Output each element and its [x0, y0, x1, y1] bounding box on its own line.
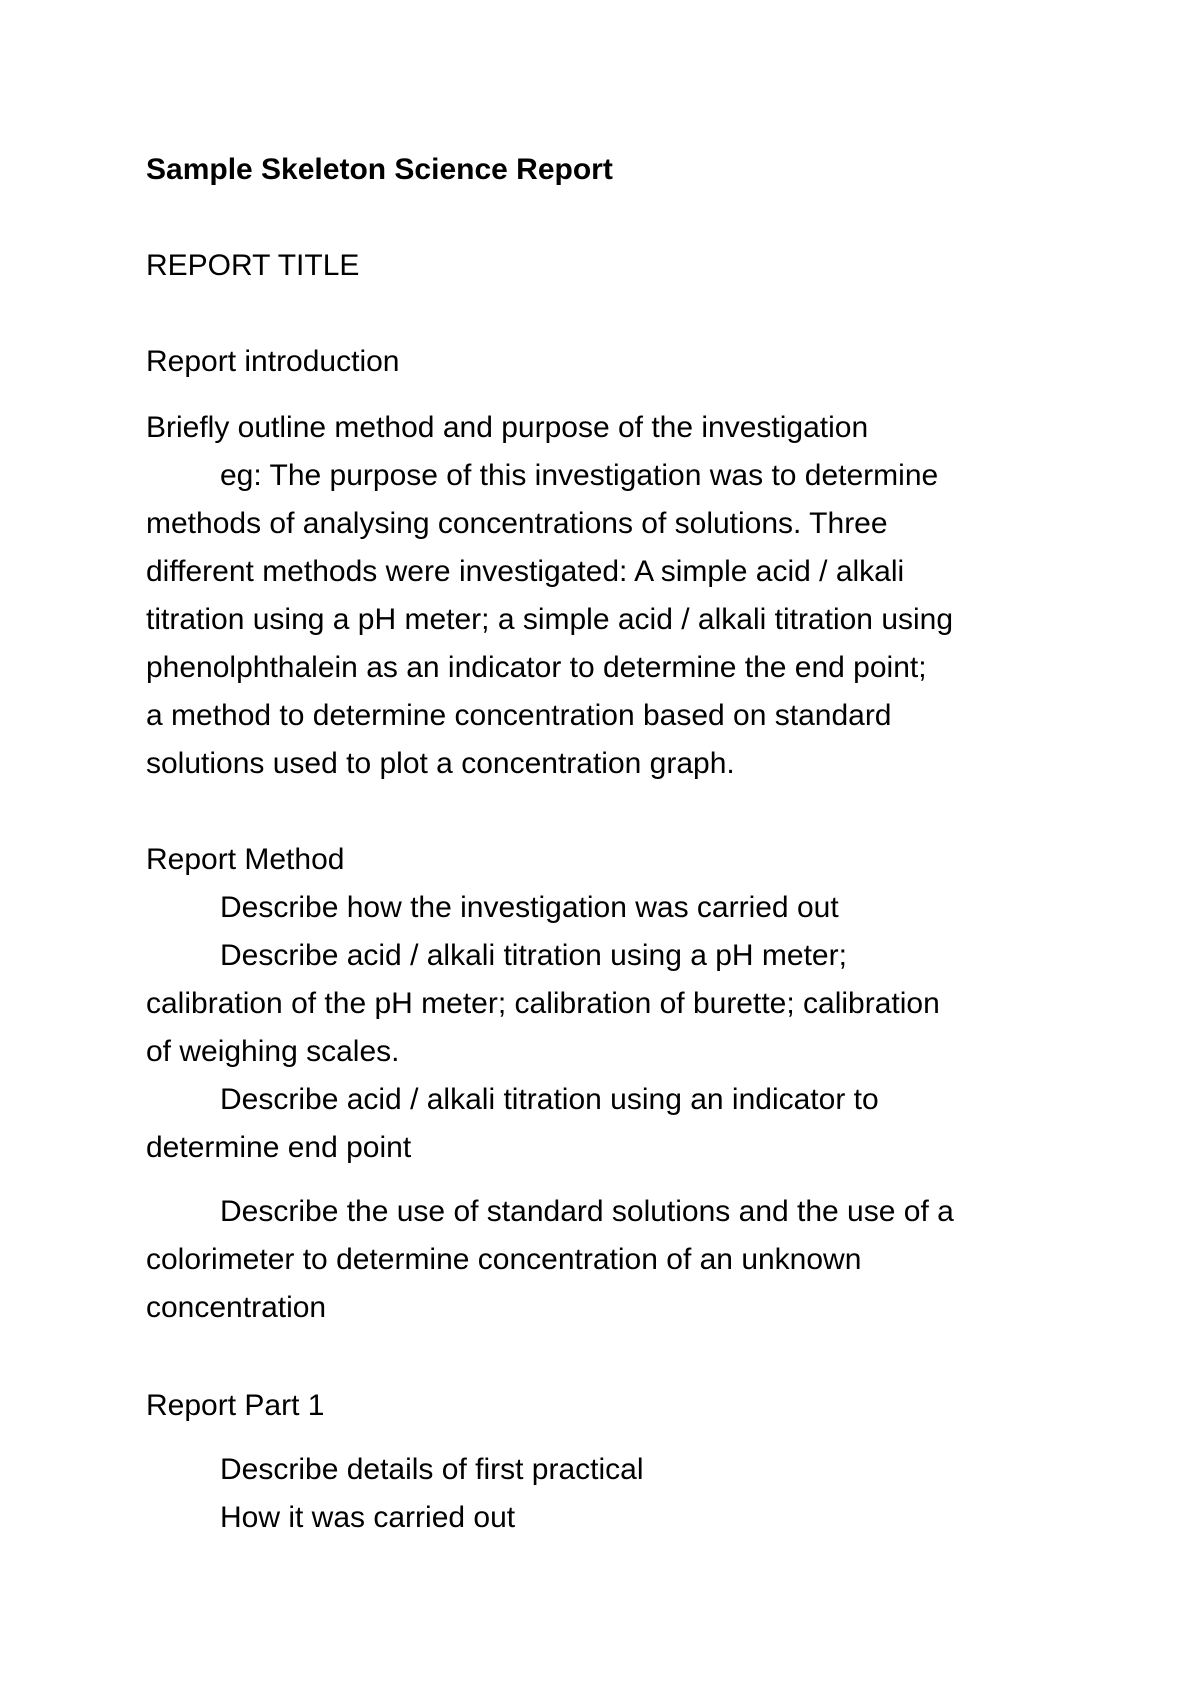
part1-line: How it was carried out: [220, 1501, 516, 1534]
part1-heading: Report Part 1: [146, 1389, 325, 1422]
introduction-example-line: solutions used to plot a concentration graph.: [146, 747, 735, 780]
introduction-heading: Report introduction: [146, 345, 400, 378]
method-line: Describe acid / alkali titration using an indicator to: [220, 1083, 879, 1116]
introduction-example-line: different methods were investigated: A simple acid / alkali: [146, 555, 905, 588]
report-title: REPORT TITLE: [146, 249, 360, 282]
introduction-example-line: methods of analysing concentrations of solutions. Three: [146, 507, 888, 540]
method-line: determine end point: [146, 1131, 412, 1164]
introduction-lead: Briefly outline method and purpose of the investigation: [146, 411, 869, 444]
method-line: colorimeter to determine concentration of an unknown: [146, 1243, 862, 1276]
method-line: Describe how the investigation was carried out: [220, 891, 839, 924]
document-heading: Sample Skeleton Science Report: [146, 153, 613, 186]
method-line: Describe the use of standard solutions and the use of a: [220, 1195, 954, 1228]
introduction-example-line: titration using a pH meter; a simple acid / alkali titration using: [146, 603, 954, 636]
method-line: concentration: [146, 1291, 327, 1324]
introduction-example-line: eg: The purpose of this investigation was to determine: [220, 459, 939, 492]
introduction-example-line: phenolphthalein as an indicator to determine the end point;: [146, 651, 927, 684]
method-line: calibration of the pH meter; calibration of burette; calibration: [146, 987, 940, 1020]
method-line: Describe acid / alkali titration using a pH meter;: [220, 939, 847, 972]
method-line: of weighing scales.: [146, 1035, 400, 1068]
part1-line: Describe details of first practical: [220, 1453, 644, 1486]
introduction-example-line: a method to determine concentration based on standard: [146, 699, 892, 732]
method-heading: Report Method: [146, 843, 345, 876]
